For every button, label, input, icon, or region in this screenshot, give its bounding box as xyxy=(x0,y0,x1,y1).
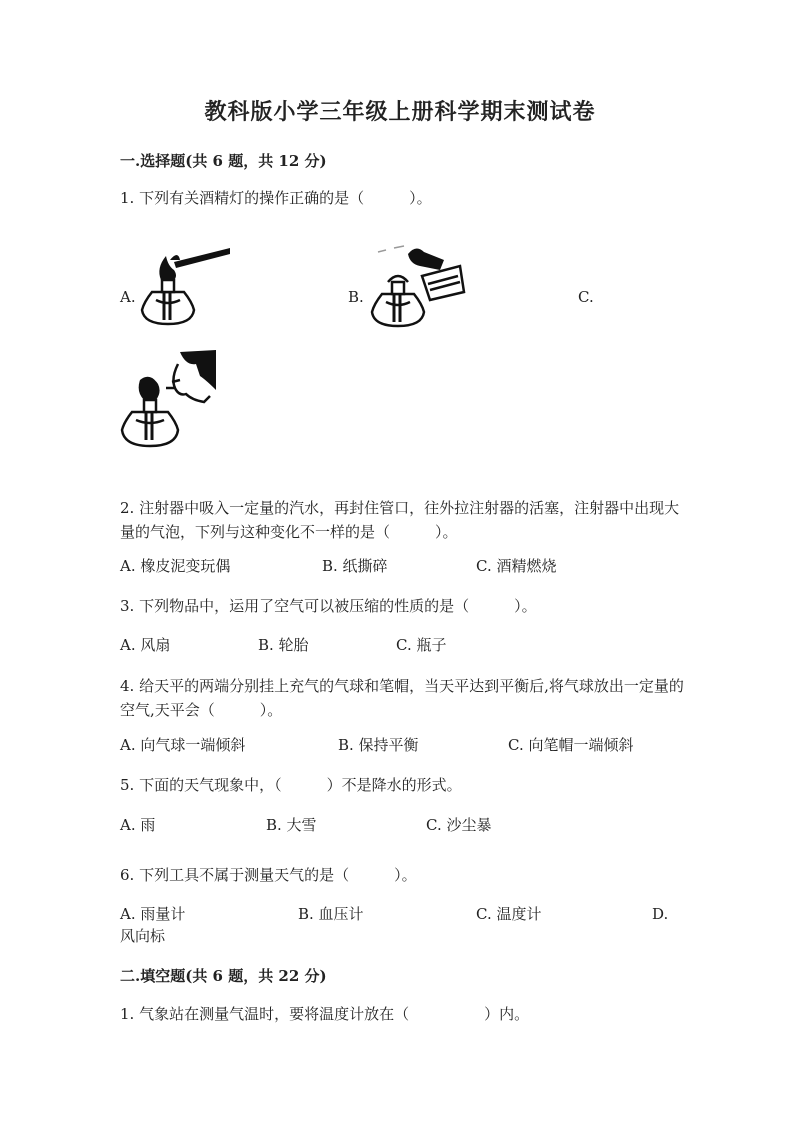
option-5a: A. 雨 xyxy=(120,816,156,834)
blowing-out-lamp-icon xyxy=(120,350,220,452)
lamp-lit-with-lamp-icon xyxy=(134,240,234,328)
option-2b: B. 纸撕碎 xyxy=(322,557,388,575)
section-heading-choice: 一.选择题(共 6 题，共 12 分) xyxy=(120,152,327,170)
option-2a: A. 橡皮泥变玩偶 xyxy=(120,557,231,575)
option-4c: C. 向笔帽一端倾斜 xyxy=(508,736,634,754)
option-6d-text: 风向标 xyxy=(120,927,166,945)
option-6c: C. 温度计 xyxy=(476,905,542,923)
option-5c: C. 沙尘暴 xyxy=(426,816,492,834)
option-3c: C. 瓶子 xyxy=(396,636,447,654)
option-6a: A. 雨量计 xyxy=(120,905,186,923)
option-6b: B. 血压计 xyxy=(298,905,364,923)
section-heading-fill: 二.填空题(共 6 题，共 22 分) xyxy=(120,967,327,985)
question-5: 5. 下面的天气现象中，（ ）不是降水的形式。 xyxy=(120,776,462,794)
question-3: 3. 下列物品中，运用了空气可以被压缩的性质的是（ ）。 xyxy=(120,597,537,615)
question-2: 2. 注射器中吸入一定量的汽水，再封住管口，往外拉注射器的活塞，注射器中出现大量的气泡，下列与这种变化不一样的是（ ）。 xyxy=(120,499,680,541)
question-1: 1. 下列有关酒精灯的操作正确的是（ ）。 xyxy=(120,189,432,207)
option-1b-label: B. xyxy=(348,288,364,306)
question-6: 6. 下列工具不属于测量天气的是（ ）。 xyxy=(120,866,417,884)
option-4a: A. 向气球一端倾斜 xyxy=(120,736,246,754)
option-6d-label: D. xyxy=(652,905,669,923)
option-5b: B. 大雪 xyxy=(266,816,317,834)
option-3a: A. 风扇 xyxy=(120,636,171,654)
option-1c-label: C. xyxy=(578,288,594,306)
option-1a-label: A. xyxy=(120,288,136,306)
option-4b: B. 保持平衡 xyxy=(338,736,419,754)
page-title: 教科版小学三年级上册科学期末测试卷 xyxy=(204,99,596,125)
question-4: 4. 给天平的两端分别挂上充气的气球和笔帽，当天平达到平衡后,将气球放出一定量的空气,天平会（ ）。 xyxy=(120,677,684,719)
lamp-blowing-paper-icon xyxy=(364,240,468,328)
option-2c: C. 酒精燃烧 xyxy=(476,557,557,575)
fill-question-1: 1. 气象站在测量气温时，要将温度计放在（ ）内。 xyxy=(120,1005,530,1023)
option-3b: B. 轮胎 xyxy=(258,636,309,654)
